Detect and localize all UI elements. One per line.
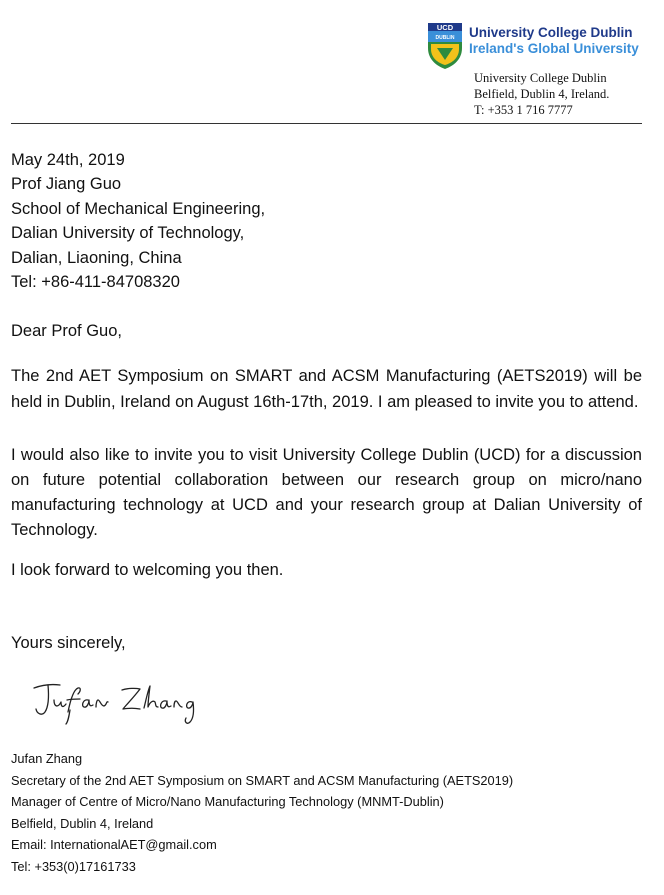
- letterhead-address: [474, 70, 609, 118]
- sender-title: Secretary of the 2nd AET Symposium on SMART and ACSM Manufacturing (AETS2019): [11, 772, 514, 788]
- address-line: Belfield, Dublin 4, Ireland.: [474, 87, 610, 101]
- ucd-crest-logo: [427, 22, 463, 70]
- brand-name: University College Dublin: [469, 25, 633, 40]
- paragraph-collaboration: I would also like to invite you to visit University College Dublin (UCD) for a discussion on future potential collaboration between our research group on micro/nano manufacturing technology at UCD and your research group at Dalian University of Technology.: [11, 446, 642, 539]
- svg-text:DUBLIN: DUBLIN: [435, 35, 455, 41]
- header-divider: [11, 123, 642, 124]
- sender-email: Email: InternationalAET@gmail.com: [11, 837, 217, 853]
- sender-name: Jufan Zhang: [11, 751, 83, 766]
- recipient-location: Dalian, Liaoning, China: [11, 248, 182, 267]
- brand-tagline: Ireland's Global University: [469, 41, 639, 56]
- sender-block: [11, 748, 513, 878]
- svg-text:UCD: UCD: [436, 23, 454, 32]
- recipient-name: Prof Jiang Guo: [11, 175, 122, 194]
- address-line: University College Dublin: [474, 71, 607, 85]
- recipient-school: School of Mechanical Engineering,: [11, 199, 266, 218]
- sender-role: Manager of Centre of Micro/Nano Manufacturing Technology (MNMT-Dublin): [11, 794, 444, 810]
- paragraph-invitation: The 2nd AET Symposium on SMART and ACSM Manufacturing (AETS2019) will be held in Dublin, Ireland on August 16th-17th, 2019. I am pleased to invite you to attend.: [11, 367, 642, 411]
- university-brand: [469, 25, 639, 57]
- sender-address: Belfield, Dublin 4, Ireland: [11, 815, 154, 831]
- handwritten-signature: [28, 672, 218, 734]
- closing: Yours sincerely,: [11, 634, 126, 652]
- recipient-block: [11, 148, 642, 294]
- sender-phone: Tel: +353(0)17161733: [11, 858, 136, 874]
- greeting: Dear Prof Guo,: [11, 322, 122, 340]
- recipient-phone: Tel: +86-411-84708320: [11, 273, 180, 292]
- recipient-university: Dalian University of Technology,: [11, 224, 245, 243]
- address-phone: T: +353 1 716 7777: [474, 103, 573, 117]
- paragraph-closing-remark: I look forward to welcoming you then.: [11, 561, 284, 579]
- letter-date: May 24th, 2019: [11, 151, 125, 169]
